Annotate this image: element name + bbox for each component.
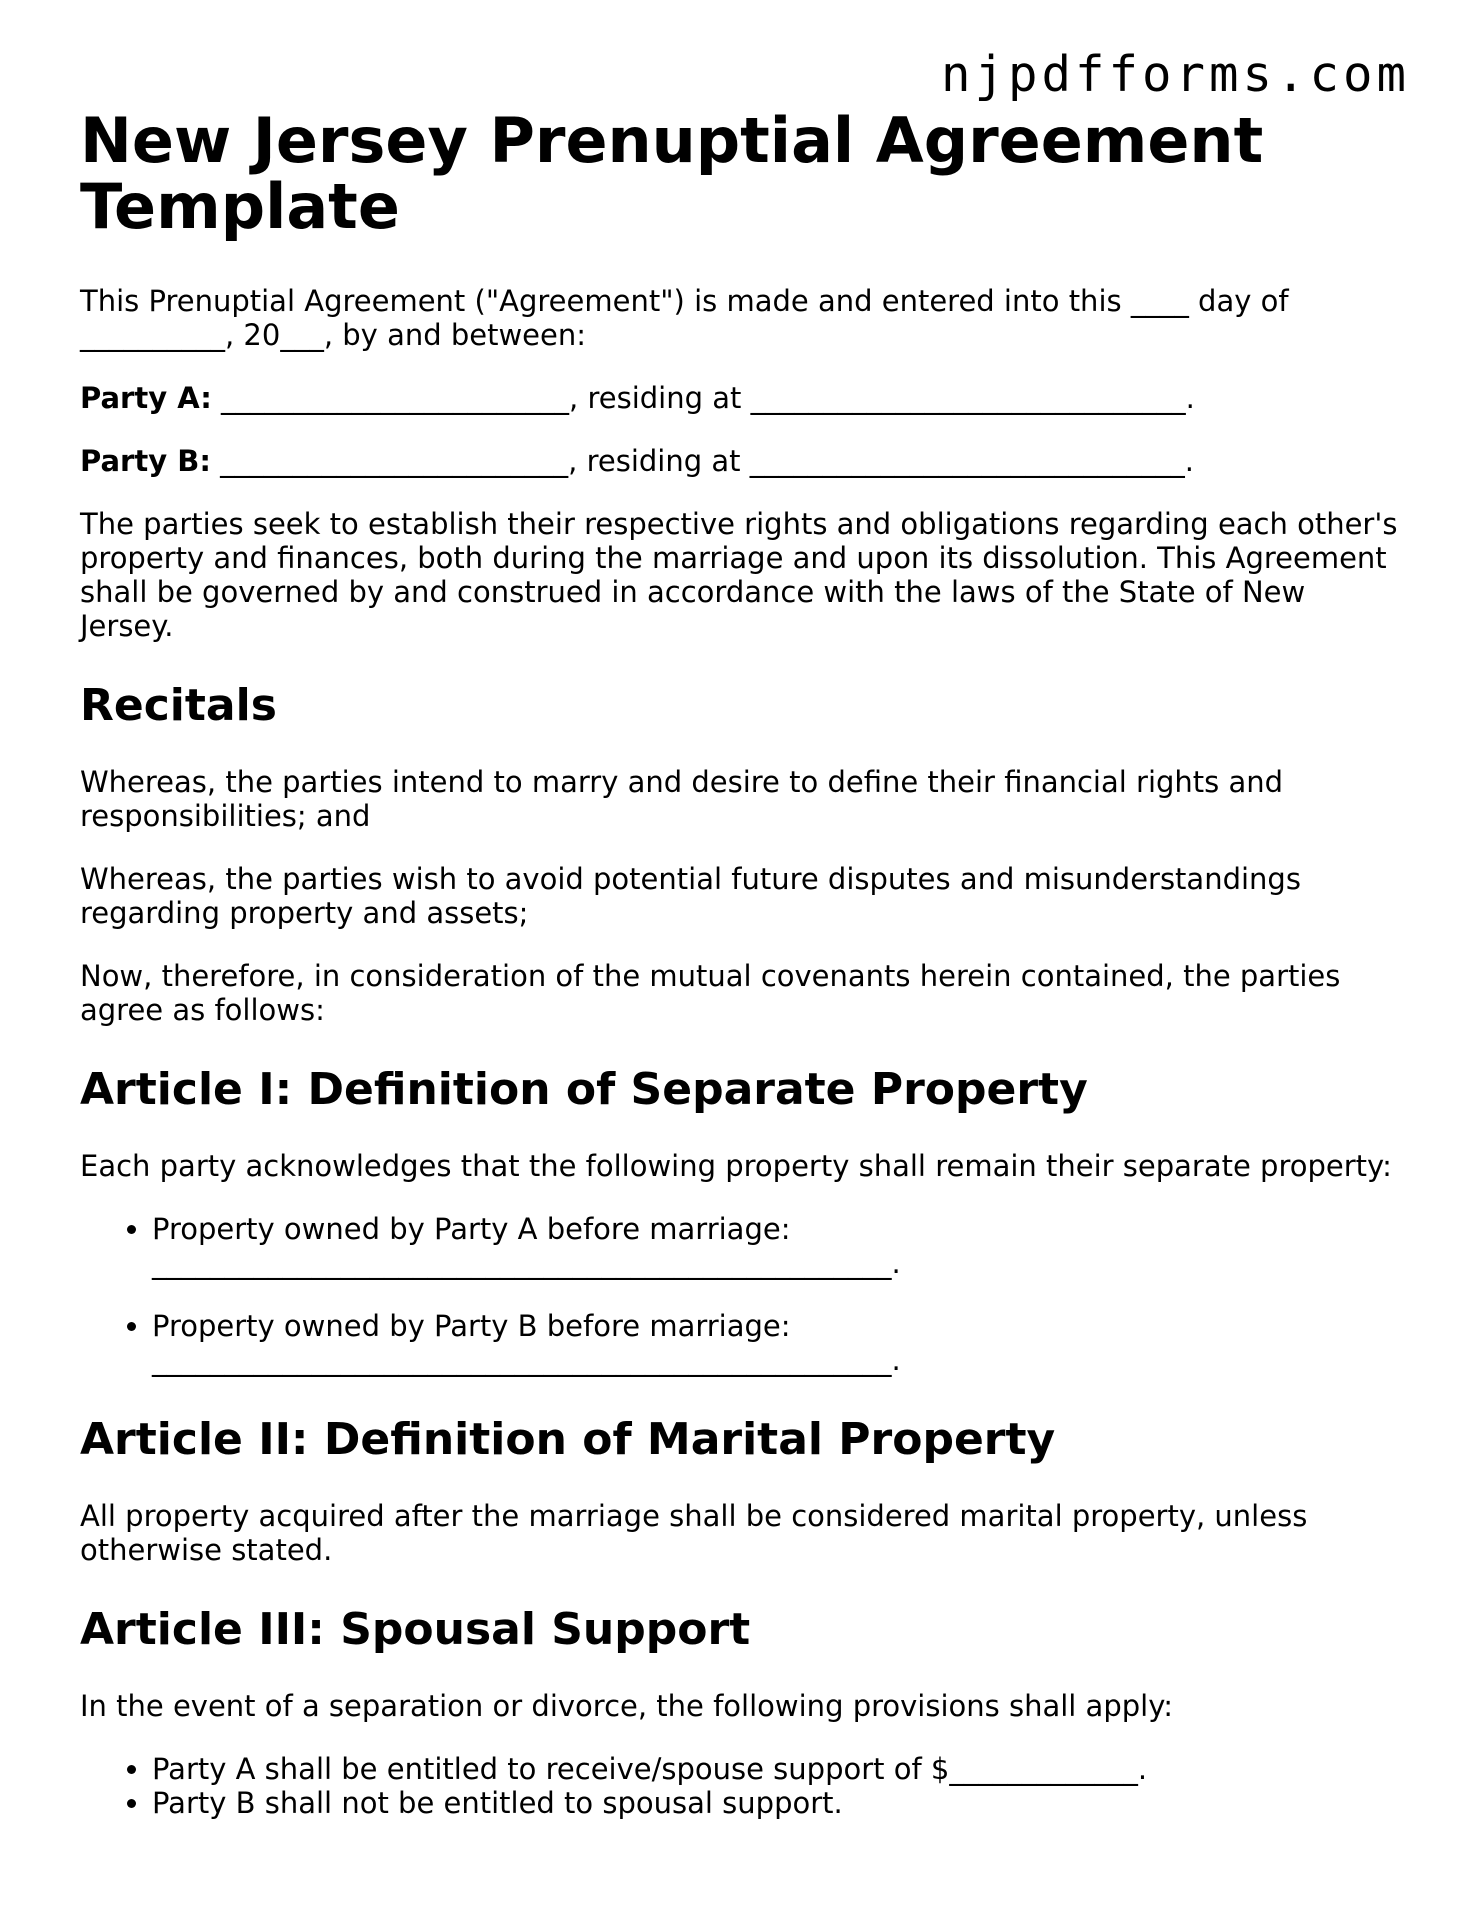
recital-paragraph: Whereas, the parties intend to marry and desire to define their financial rights and responsibilities; and	[80, 765, 1284, 833]
page-title: New Jersey Prenuptial Agreement Template	[80, 104, 1264, 243]
purpose-paragraph: The parties seek to establish their respective rights and obligations regarding each other's property and finances, both during the marriage and upon its dissolution. This Agreement shall be governed by and construed in accordance with the laws of the State of New Jersey.	[80, 507, 1398, 643]
list-item: • Party A shall be entitled to receive/spouse support of $_____________.	[152, 1752, 1400, 1786]
party-b-line	[80, 444, 1400, 478]
article-2-heading: Article II: Definition of Marital Property	[80, 1414, 1056, 1465]
article-3-intro: In the event of a separation or divorce, the following provisions shall apply:	[80, 1689, 1174, 1723]
article-1-intro: Each party acknowledges that the following property shall remain their separate property:	[80, 1149, 1392, 1183]
site-watermark: njpdfforms.com	[940, 46, 1410, 103]
list-item: • Property owned by Party B before marriage: ___________________________________________________.	[152, 1309, 1400, 1377]
recitals-heading: Recitals	[80, 680, 277, 731]
separate-property-list	[80, 1212, 1400, 1377]
article-2-text: All property acquired after the marriage shall be considered marital property, unless otherwise stated.	[80, 1499, 1308, 1567]
recital-paragraph: Now, therefore, in consideration of the mutual covenants herein contained, the parties agree as follows:	[80, 959, 1341, 1027]
document-page	[80, 104, 1400, 1820]
list-item: • Property owned by Party A before marriage: ___________________________________________________.	[152, 1212, 1400, 1280]
party-a-line	[80, 381, 1400, 415]
party-b-fields: ________________________, residing at ______________________________.	[210, 444, 1194, 478]
party-a-label: Party A:	[80, 381, 212, 415]
recital-paragraph: Whereas, the parties wish to avoid potential future disputes and misunderstandings regarding property and assets;	[80, 862, 1301, 930]
intro-paragraph: This Prenuptial Agreement ("Agreement") is made and entered into this ____ day of __________, 20___, by and between:	[80, 284, 1289, 352]
article-1-heading: Article I: Definition of Separate Property	[80, 1064, 1088, 1115]
list-item: • Party B shall not be entitled to spousal support.	[152, 1786, 1400, 1820]
party-b-label: Party B:	[80, 444, 211, 478]
party-a-fields: ________________________, residing at ______________________________.	[211, 381, 1195, 415]
spousal-support-list	[80, 1752, 1400, 1820]
article-3-heading: Article III: Spousal Support	[80, 1604, 751, 1655]
